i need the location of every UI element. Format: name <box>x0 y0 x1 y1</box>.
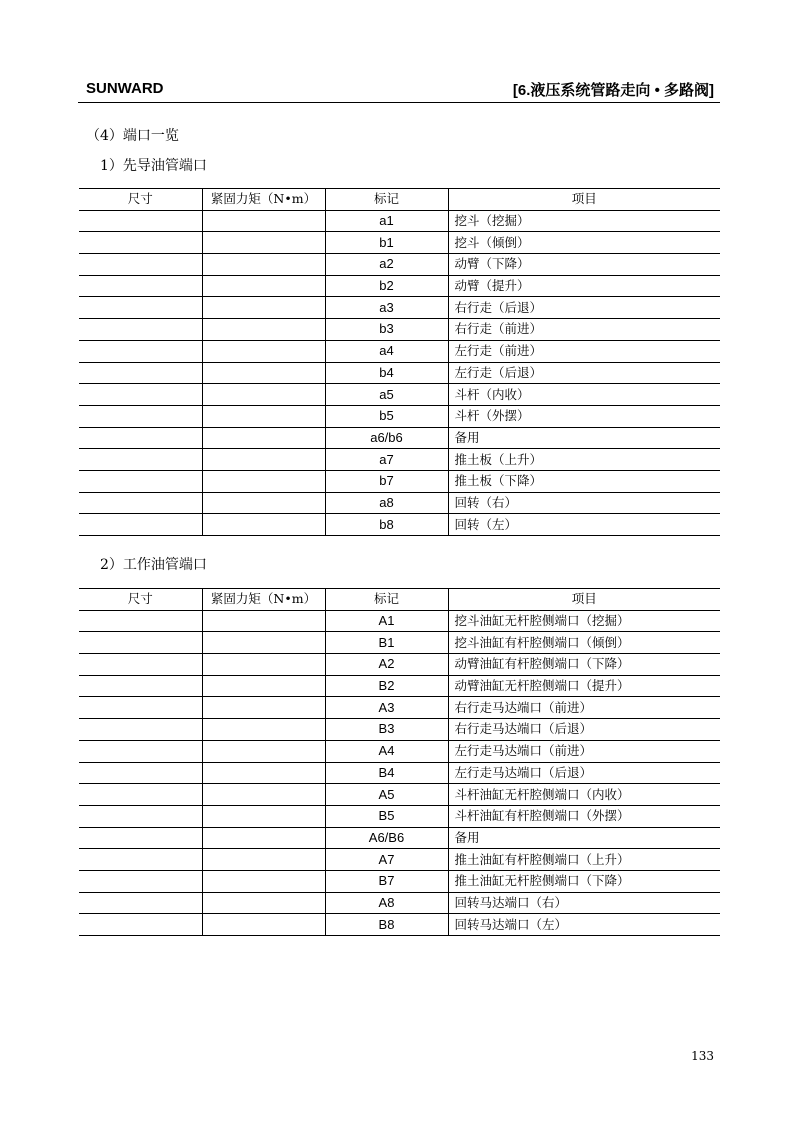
torque-cell <box>202 340 325 362</box>
table-row <box>79 719 720 741</box>
size-cell <box>79 275 202 297</box>
torque-cell <box>202 470 325 492</box>
table-row <box>79 784 720 806</box>
table-row <box>79 892 720 914</box>
torque-cell <box>202 827 325 849</box>
size-cell <box>79 232 202 254</box>
size-cell <box>79 632 202 654</box>
mark-cell: A4 <box>325 740 448 762</box>
mark-cell: b8 <box>325 514 448 536</box>
item-cell: 推土油缸有杆腔侧端口（上升） <box>448 849 720 871</box>
mark-cell: b3 <box>325 319 448 341</box>
item-cell: 推土板（上升） <box>448 449 720 471</box>
torque-cell <box>202 254 325 276</box>
mark-cell: A6/B6 <box>325 827 448 849</box>
item-cell: 备用 <box>448 427 720 449</box>
table-row <box>79 362 720 384</box>
size-cell <box>79 492 202 514</box>
size-cell <box>79 449 202 471</box>
item-cell: 回转马达端口（右） <box>448 892 720 914</box>
item-cell: 右行走（前进） <box>448 319 720 341</box>
mark-cell: b2 <box>325 275 448 297</box>
mark-cell: B2 <box>325 675 448 697</box>
mark-cell: A1 <box>325 610 448 632</box>
item-cell: 斗杆油缸无杆腔侧端口（内收） <box>448 784 720 806</box>
item-cell: 左行走马达端口（后退） <box>448 762 720 784</box>
table-row <box>79 384 720 406</box>
table-row <box>79 870 720 892</box>
section-title: （4）端口一览 <box>86 128 179 144</box>
item-cell: 右行走（后退） <box>448 297 720 319</box>
mark-cell: a6/b6 <box>325 427 448 449</box>
torque-cell <box>202 384 325 406</box>
torque-cell <box>202 275 325 297</box>
mark-cell: b1 <box>325 232 448 254</box>
mark-cell: a5 <box>325 384 448 406</box>
item-cell: 右行走马达端口（后退） <box>448 719 720 741</box>
work-ports-table <box>79 588 720 936</box>
work-ports-title: 2）工作油管端口 <box>100 557 207 573</box>
torque-cell <box>202 849 325 871</box>
item-cell: 挖斗（倾倒） <box>448 232 720 254</box>
size-cell <box>79 210 202 232</box>
torque-cell <box>202 210 325 232</box>
size-cell <box>79 675 202 697</box>
item-cell: 斗杆油缸有杆腔侧端口（外摆） <box>448 805 720 827</box>
item-cell: 挖斗油缸有杆腔侧端口（倾倒） <box>448 632 720 654</box>
size-cell <box>79 719 202 741</box>
column-header-torque: 紧固力矩（N•m） <box>202 589 325 611</box>
torque-cell <box>202 740 325 762</box>
torque-cell <box>202 654 325 676</box>
mark-cell: A8 <box>325 892 448 914</box>
size-cell <box>79 319 202 341</box>
size-cell <box>79 805 202 827</box>
size-cell <box>79 784 202 806</box>
mark-cell: B8 <box>325 914 448 936</box>
torque-cell <box>202 610 325 632</box>
size-cell <box>79 254 202 276</box>
item-cell: 斗杆（外摆） <box>448 405 720 427</box>
page-header <box>78 78 720 103</box>
item-cell: 动臂（下降） <box>448 254 720 276</box>
size-cell <box>79 827 202 849</box>
table-row <box>79 805 720 827</box>
torque-cell <box>202 892 325 914</box>
torque-cell <box>202 784 325 806</box>
size-cell <box>79 470 202 492</box>
torque-cell <box>202 514 325 536</box>
torque-cell <box>202 719 325 741</box>
table-row <box>79 697 720 719</box>
item-cell: 左行走马达端口（前进） <box>448 740 720 762</box>
size-cell <box>79 514 202 536</box>
mark-cell: B5 <box>325 805 448 827</box>
mark-cell: a7 <box>325 449 448 471</box>
mark-cell: A3 <box>325 697 448 719</box>
table-row <box>79 232 720 254</box>
mark-cell: B1 <box>325 632 448 654</box>
table-row <box>79 675 720 697</box>
mark-cell: a1 <box>325 210 448 232</box>
table-row <box>79 849 720 871</box>
torque-cell <box>202 675 325 697</box>
table-row <box>79 470 720 492</box>
size-cell <box>79 654 202 676</box>
item-cell: 回转（左） <box>448 514 720 536</box>
size-cell <box>79 405 202 427</box>
table-row <box>79 514 720 536</box>
size-cell <box>79 610 202 632</box>
torque-cell <box>202 362 325 384</box>
mark-cell: A5 <box>325 784 448 806</box>
table-row <box>79 762 720 784</box>
table-row <box>79 340 720 362</box>
table-row <box>79 827 720 849</box>
table-row <box>79 914 720 936</box>
torque-cell <box>202 297 325 319</box>
column-header-mark: 标记 <box>325 589 448 611</box>
item-cell: 斗杆（内收） <box>448 384 720 406</box>
size-cell <box>79 740 202 762</box>
table-row <box>79 632 720 654</box>
mark-cell: B4 <box>325 762 448 784</box>
item-cell: 右行走马达端口（前进） <box>448 697 720 719</box>
torque-cell <box>202 914 325 936</box>
item-cell: 左行走（前进） <box>448 340 720 362</box>
torque-cell <box>202 697 325 719</box>
table-row <box>79 405 720 427</box>
torque-cell <box>202 232 325 254</box>
item-cell: 挖斗油缸无杆腔侧端口（挖掘） <box>448 610 720 632</box>
mark-cell: a4 <box>325 340 448 362</box>
table-row <box>79 740 720 762</box>
torque-cell <box>202 762 325 784</box>
size-cell <box>79 427 202 449</box>
column-header-torque: 紧固力矩（N•m） <box>202 189 325 211</box>
mark-cell: b4 <box>325 362 448 384</box>
table-row <box>79 297 720 319</box>
size-cell <box>79 870 202 892</box>
item-cell: 挖斗（挖掘） <box>448 210 720 232</box>
chapter-title: [6.液压系统管路走向 • 多路阀] <box>512 82 714 99</box>
size-cell <box>79 762 202 784</box>
mark-cell: A7 <box>325 849 448 871</box>
item-cell: 备用 <box>448 827 720 849</box>
torque-cell <box>202 319 325 341</box>
torque-cell <box>202 870 325 892</box>
item-cell: 推土板（下降） <box>448 470 720 492</box>
size-cell <box>79 384 202 406</box>
mark-cell: b5 <box>325 405 448 427</box>
size-cell <box>79 362 202 384</box>
size-cell <box>79 697 202 719</box>
pilot-ports-body <box>79 210 720 535</box>
pilot-ports-title: 1）先导油管端口 <box>100 158 207 174</box>
item-cell: 左行走（后退） <box>448 362 720 384</box>
mark-cell: a8 <box>325 492 448 514</box>
size-cell <box>79 340 202 362</box>
column-header-size: 尺寸 <box>79 189 202 211</box>
brand-name: SUNWARD <box>86 80 164 97</box>
size-cell <box>79 892 202 914</box>
torque-cell <box>202 449 325 471</box>
torque-cell <box>202 805 325 827</box>
column-header-item: 项目 <box>448 189 720 211</box>
table-row <box>79 319 720 341</box>
work-ports-body <box>79 610 720 935</box>
mark-cell: B3 <box>325 719 448 741</box>
mark-cell: b7 <box>325 470 448 492</box>
pilot-ports-table <box>79 188 720 536</box>
torque-cell <box>202 492 325 514</box>
table-row <box>79 449 720 471</box>
table-header-row <box>79 589 720 611</box>
table-header-row <box>79 189 720 211</box>
table-row <box>79 654 720 676</box>
item-cell: 推土油缸无杆腔侧端口（下降） <box>448 870 720 892</box>
table-row <box>79 492 720 514</box>
table-row <box>79 610 720 632</box>
size-cell <box>79 849 202 871</box>
mark-cell: A2 <box>325 654 448 676</box>
item-cell: 动臂（提升） <box>448 275 720 297</box>
column-header-item: 项目 <box>448 589 720 611</box>
column-header-mark: 标记 <box>325 189 448 211</box>
item-cell: 动臂油缸有杆腔侧端口（下降） <box>448 654 720 676</box>
mark-cell: a3 <box>325 297 448 319</box>
mark-cell: B7 <box>325 870 448 892</box>
torque-cell <box>202 632 325 654</box>
column-header-size: 尺寸 <box>79 589 202 611</box>
torque-cell <box>202 405 325 427</box>
item-cell: 回转（右） <box>448 492 720 514</box>
item-cell: 动臂油缸无杆腔侧端口（提升） <box>448 675 720 697</box>
mark-cell: a2 <box>325 254 448 276</box>
page-number: 133 <box>691 1049 714 1063</box>
table-row <box>79 427 720 449</box>
torque-cell <box>202 427 325 449</box>
table-row <box>79 254 720 276</box>
table-row <box>79 210 720 232</box>
table-row <box>79 275 720 297</box>
size-cell <box>79 297 202 319</box>
item-cell: 回转马达端口（左） <box>448 914 720 936</box>
size-cell <box>79 914 202 936</box>
